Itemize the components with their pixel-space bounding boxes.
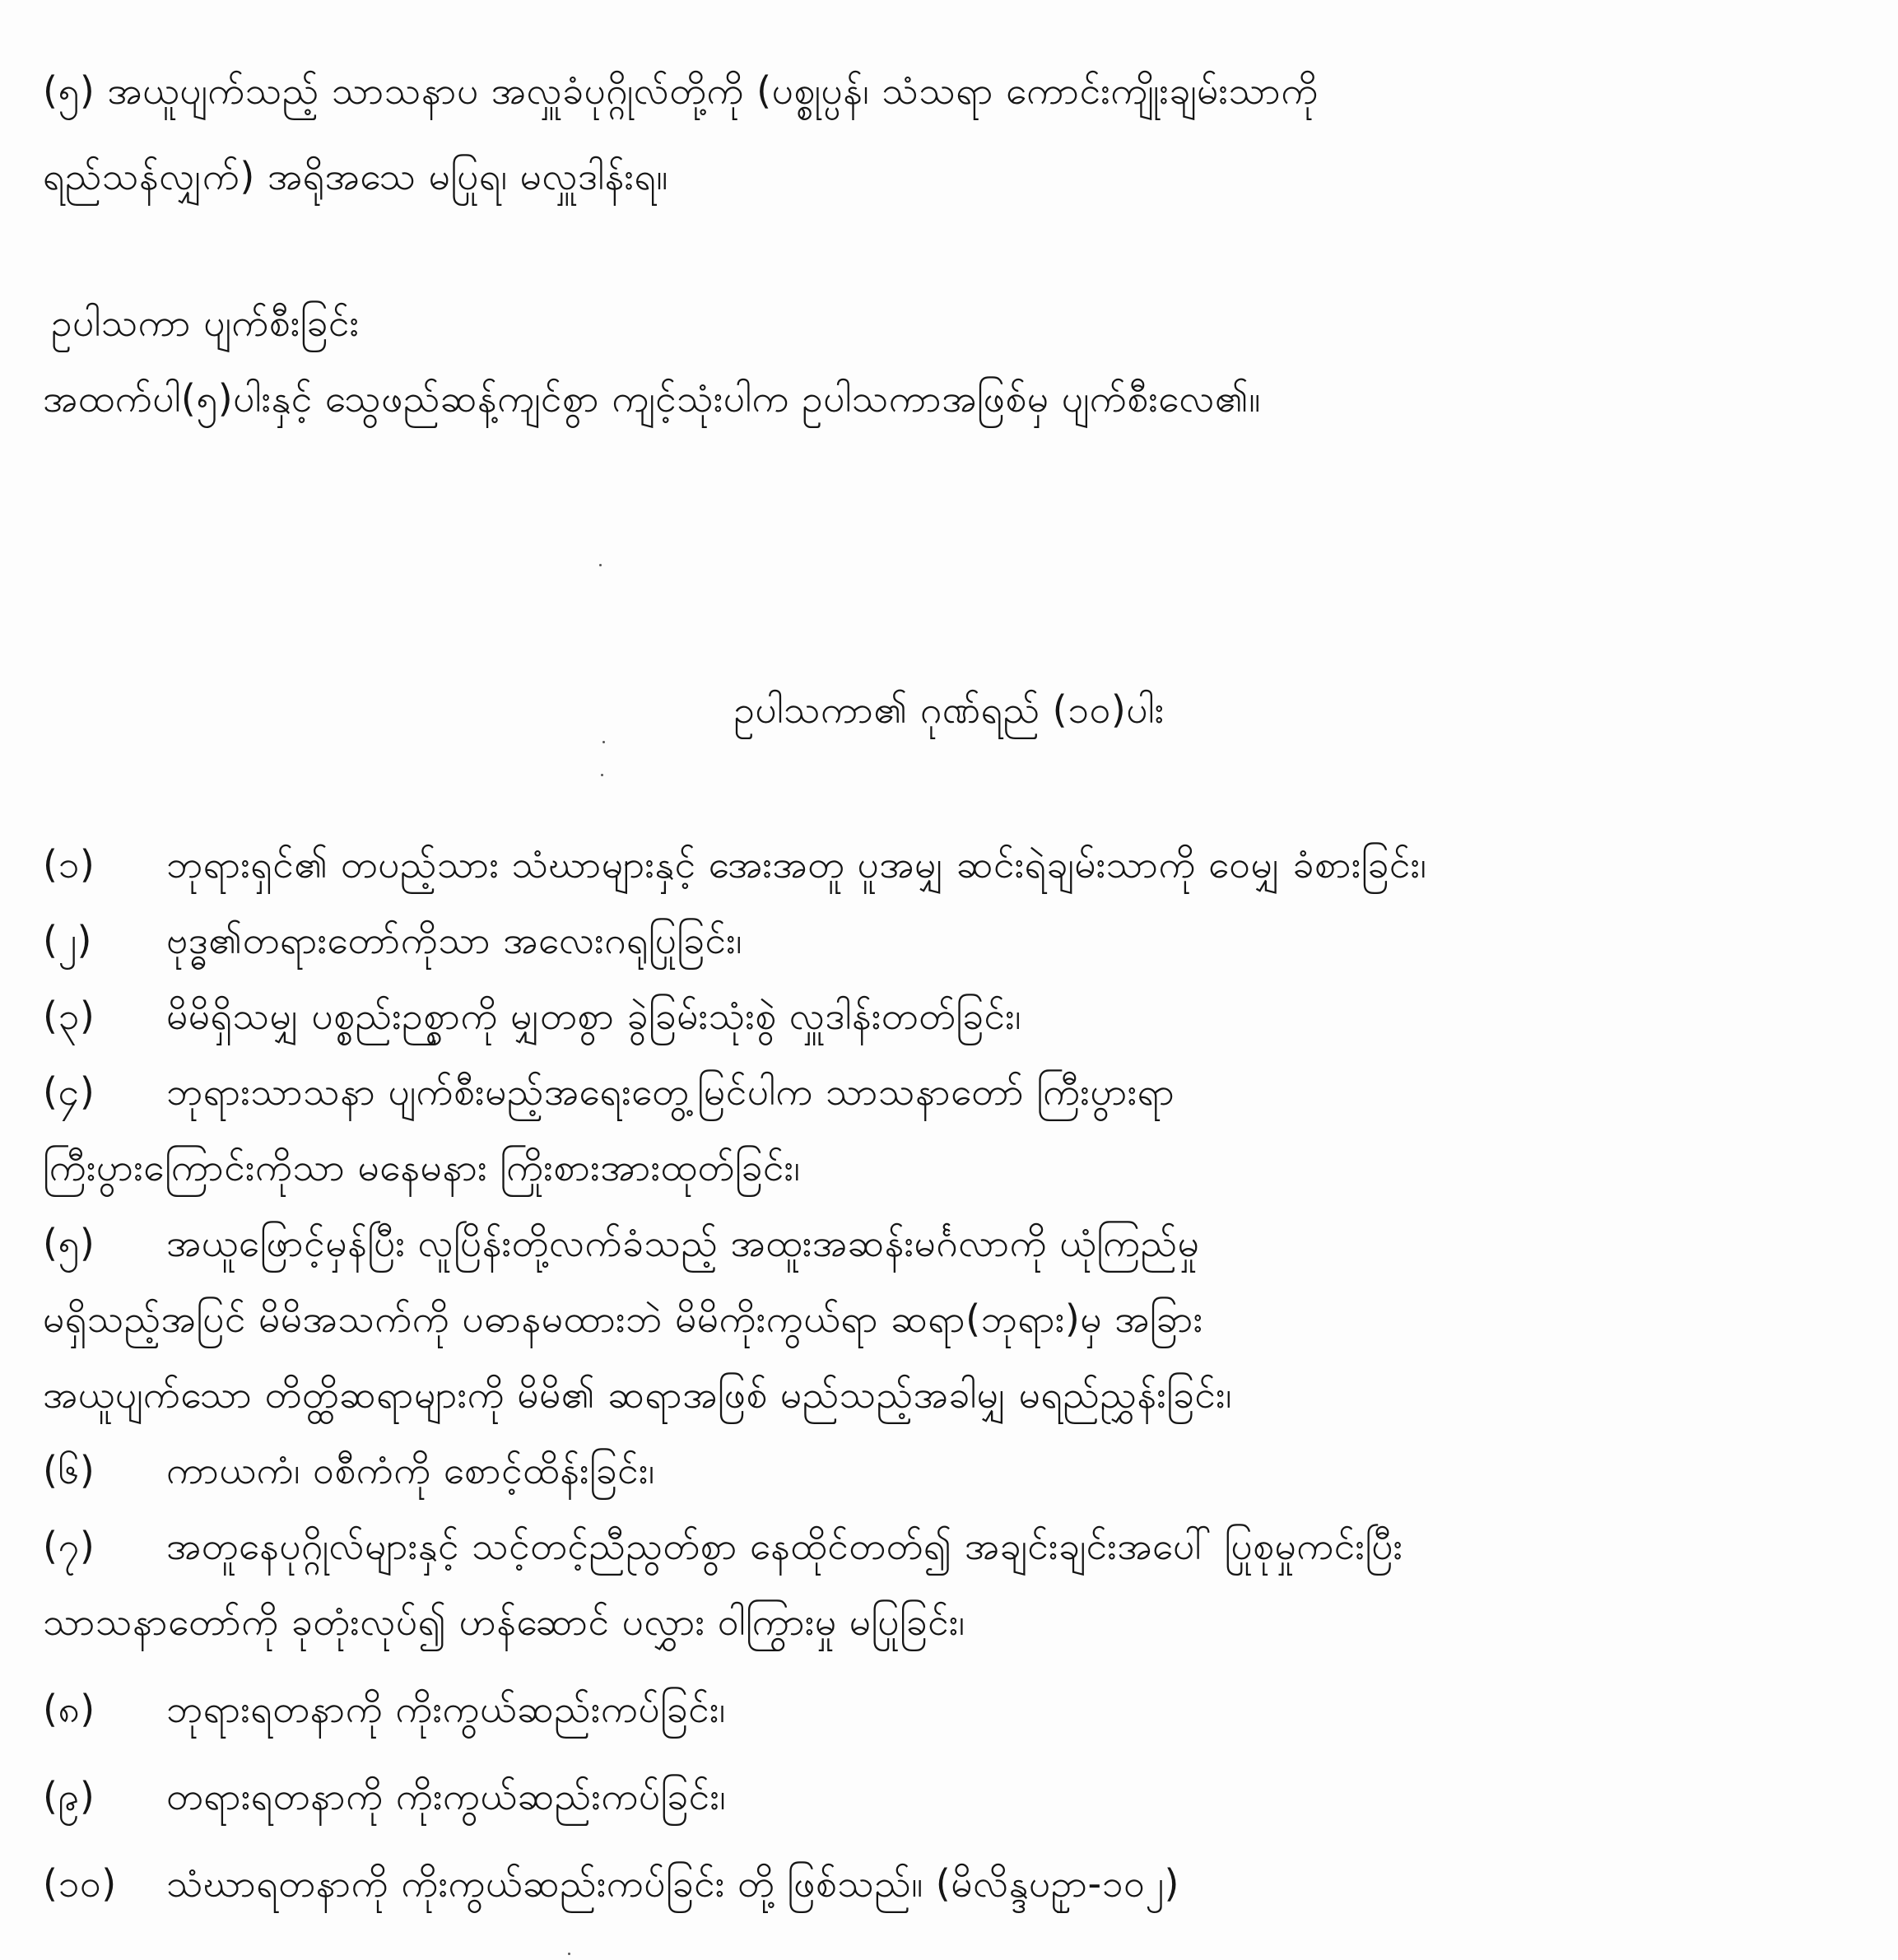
list-item [43,989,1021,1042]
list-item-continuation: မရှိသည့်အပြင် မိမိအသက်ကို ပဓာနမထားဘဲ မိမိကိုးကွယ်ရာ ဆရာ(ဘုရား)မှ အခြား [43,1297,1203,1341]
item-number: (၁) [43,842,95,887]
section-title-virtues: ဥပါသကာ၏ ဂုဏ်ရည် (၁၀)ပါး [733,687,1165,732]
scan-speck [601,774,603,776]
list-item [43,1065,1175,1118]
section-heading-decline: ဥပါသကာ ပျက်စီးခြင်း [51,300,360,345]
item-text: အယူဖြောင့်မှန်ပြီး လူပြိန်းတို့လက်ခံသည့် အထူးအဆန်းမင်္ဂလာကို ယုံကြည်မှု [166,1221,1200,1265]
intro-line-1: (၅) အယူပျက်သည့် သာသနာပ အလှူခံပုဂ္ဂိုလ်တို့ကို (ပစ္စုပ္ပန်၊ သံသရာ ကောင်းကျိုးချမ်းသာကို [43,68,1319,113]
item-text: အတူနေပုဂ္ဂိုလ်များနှင့် သင့်တင့်ညီညွတ်စွာ နေထိုင်တတ်၍ အချင်းချင်းအပေါ် ပြုစုမှုကင်းပြီး [166,1524,1403,1568]
list-item [43,1683,726,1735]
scan-speck [568,1953,570,1955]
item-number: (၉) [43,1774,95,1818]
list-item [43,1444,655,1497]
item-number: (၄) [43,1069,95,1114]
scan-speck [599,564,602,566]
list-item [43,914,742,966]
section-body-decline: အထက်ပါ(၅)ပါးနှင့် သွေဖည်ဆန့်ကျင်စွာ ကျင့်သုံးပါက ဥပါသကာအဖြစ်မှ ပျက်စီးလေ၏။ [43,376,1261,421]
list-item-continuation: သာသနာတော်ကို ခုတုံးလုပ်၍ ဟန်ဆောင် ပလွှား ဝါကြွားမှု မပြုခြင်း၊ [43,1599,965,1644]
item-text: ဘုရားရှင်၏ တပည့်သား သံဃာများနှင့် အေးအတူ ပူအမျှ ဆင်းရဲချမ်းသာကို ဝေမျှ ခံစားခြင်း၊ [166,842,1427,887]
item-number: (၈) [43,1687,95,1731]
item-number: (၅) [43,1221,95,1265]
scan-speck [602,741,605,743]
list-item-continuation: ကြီးပွားကြောင်းကိုသာ မနေမနား ကြိုးစားအားထုတ်ခြင်း၊ [43,1145,801,1190]
list-item-continuation: အယူပျက်သော တိတ္ထိဆရာများကို မိမိ၏ ဆရာအဖြစ် မည်သည့်အခါမျှ မရည်ညွှန်းခြင်း၊ [43,1372,1232,1417]
list-item [43,1217,1199,1269]
item-number: (၂) [43,918,92,962]
item-text: သံဃာရတနာကို ကိုးကွယ်ဆည်းကပ်ခြင်း တို့ ဖြစ်သည်။ (မိလိန္ဒပဥှာ-၁၀၂) [166,1861,1179,1906]
item-number: (၇) [43,1524,95,1568]
item-text: ကာယကံ၊ ဝစီကံကို စောင့်ထိန်းခြင်း၊ [166,1448,655,1492]
item-text: မိမိရှိသမျှ ပစ္စည်းဉစ္စာကို မျှတစွာ ခွဲခြမ်းသုံးစွဲ လှူဒါန်းတတ်ခြင်း၊ [166,994,1021,1038]
item-text: တရားရတနာကို ကိုးကွယ်ဆည်းကပ်ခြင်း၊ [166,1774,727,1818]
item-text: ဗုဒ္ဓ၏တရားတော်ကိုသာ အလေးဂရုပြုခြင်း၊ [166,918,742,962]
item-number: (၁၀) [43,1861,117,1906]
list-item [43,838,1426,891]
item-number: (၆) [43,1448,95,1492]
list-item [43,1857,1179,1910]
item-text: ဘုရားရတနာကို ကိုးကွယ်ဆည်းကပ်ခြင်း၊ [166,1687,726,1731]
list-item [43,1520,1403,1572]
item-number: (၃) [43,994,95,1038]
intro-line-2: ရည်သန်လျှက်) အရိုအသေ မပြုရ၊ မလှူဒါန်းရ။ [43,154,668,198]
item-text: ဘုရားသာသနာ ပျက်စီးမည့်အရေးတွေ့မြင်ပါက သာသနာတော် ကြီးပွားရာ [166,1069,1175,1114]
list-item [43,1770,726,1823]
